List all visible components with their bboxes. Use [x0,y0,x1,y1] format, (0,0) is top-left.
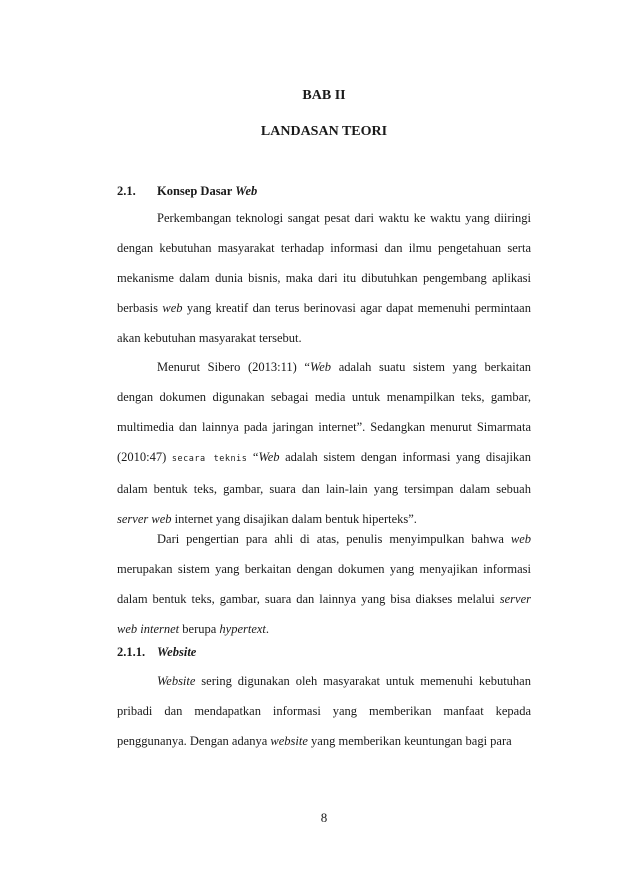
paragraph-text: Dari pengertian para ahli di atas, penulis menyimpulkan bahwa [157,532,511,546]
paragraph-text: yang memberikan keuntungan bagi para [307,734,512,748]
paragraph-italic: hypertext [219,622,266,636]
paragraph-text: adalah sistem dengan informasi yang disajikan dalam bentuk teks, gambar, suara dan lain-lain yang tersimpan dalam sebuah [117,450,531,496]
paragraph-text: sering digunakan oleh masyarakat untuk memenuhi kebutuhan pribadi dan mendapatkan informasi yang memberikan manfaat kepada penggunanya. Dengan adanya [117,674,531,748]
paragraph-italic: server web internet [117,592,531,636]
paragraph-text: . [265,622,270,636]
section-heading-2-1 [117,184,257,199]
paragraph-italic: server web [117,512,172,526]
paragraph-2 [117,352,531,534]
section-number: 2.1.1. [117,645,146,659]
paragraph-italic: Web [258,450,280,464]
paragraph-text: “ [247,450,259,464]
paragraph-text: Menurut Sibero (2013:11) “ [157,360,310,374]
paragraph-text: berupa [179,622,220,636]
section-heading-2-1-1 [117,645,196,660]
paragraph-text: adalah suatu sistem yang berkaitan dengan dokumen digunakan sebagai media untuk menampilkan teks, gambar, multimedia dan lainnya pada jaringan internet”. Sedangkan menurut Simarmata (2010:47) [117,360,531,464]
section-title-italic: Web [235,184,258,198]
paragraph-text: Perkembangan teknologi sangat pesat dari waktu ke waktu yang diiringi dengan kebutuhan masyarakat terhadap informasi dan ilmu pengetahuan serta mekanisme dalam dunia bisnis, maka dari itu dibutuhkan pengembang aplikasi berbasis [117,211,531,315]
chapter-title: LANDASAN TEORI [260,124,388,139]
section-number: 2.1. [117,184,136,198]
section-title-italic: Website [157,645,197,659]
paragraph-italic: Web [309,360,332,374]
chapter-label: BAB II [302,88,346,103]
paragraph-italic: Website [157,674,196,688]
section-title-text: Konsep Dasar [157,184,236,198]
paragraph-italic: website [270,734,308,748]
paragraph-italic: web [510,532,531,546]
paragraph-3 [117,524,531,644]
paragraph-text: internet yang disajikan dalam bentuk hiperteks”. [171,512,417,526]
paragraph-1 [117,203,531,353]
paragraph-text: yang kreatif dan terus berinovasi agar dapat memenuhi permintaan akan kebutuhan masyarakat tersebut. [117,301,531,345]
paragraph-mono-text: secara teknis [171,454,248,464]
paragraph-4 [117,666,531,756]
paragraph-italic: web [162,301,183,315]
paragraph-text: merupakan sistem yang berkaitan dengan dokumen yang menyajikan informasi dalam bentuk teks, gambar, suara dan lainnya yang bisa diakses melalui [117,562,531,606]
page-number: 8 [320,810,328,825]
